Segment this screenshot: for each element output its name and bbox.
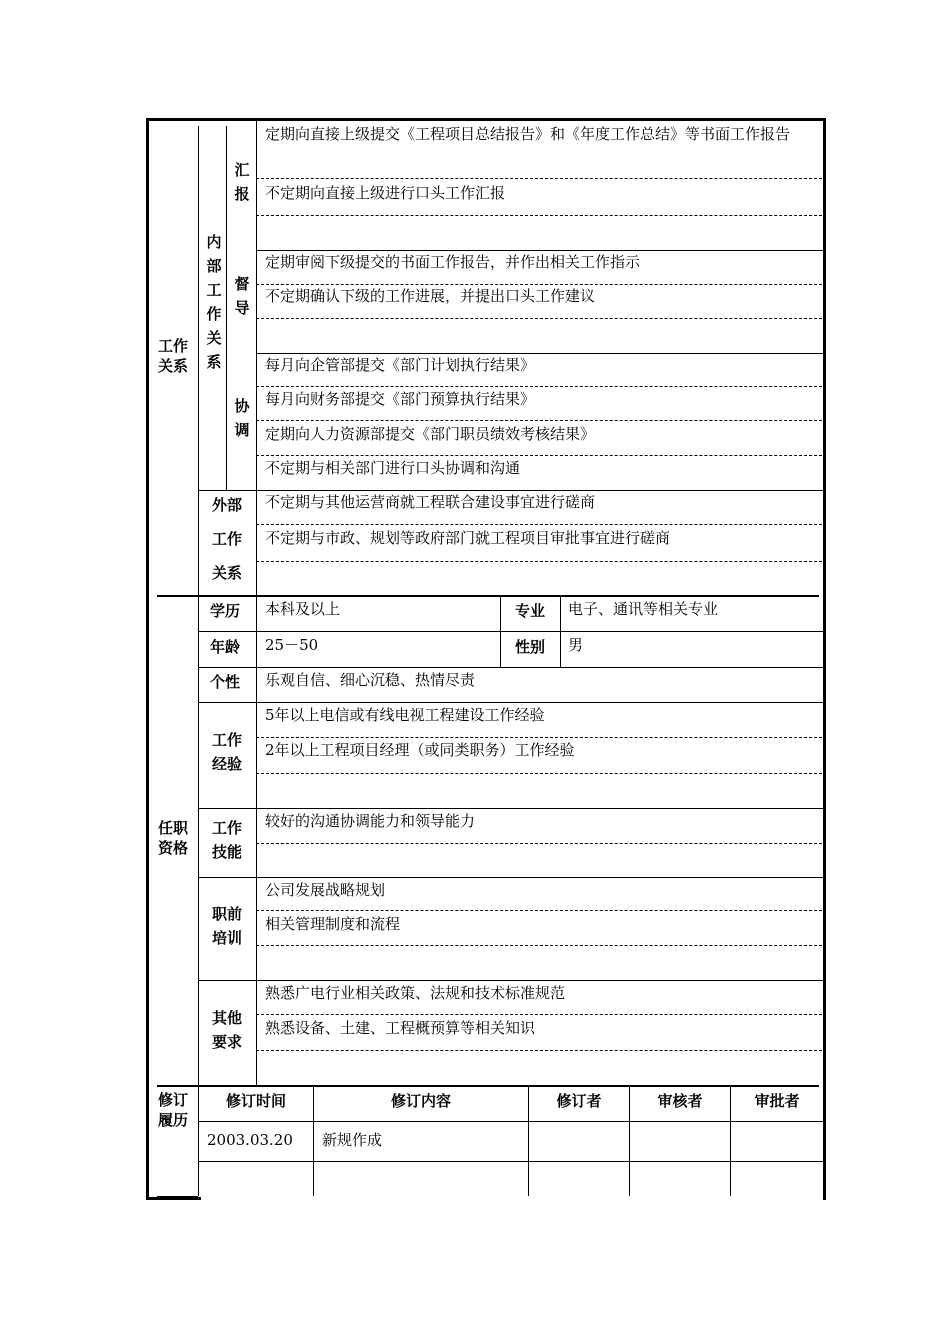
education-value: 本科及以上 (265, 600, 341, 618)
revision-header-time: 修订时间 (225, 1092, 286, 1110)
other-requirements-label: 其他 要求 (211, 1009, 242, 1051)
experience-item: 5年以上电信或有线电视工程建设工作经验 (265, 706, 545, 724)
major-value: 电子、通讯等相关专业 (568, 600, 719, 618)
revision-header-approver: 审批者 (754, 1092, 800, 1110)
age-value: 25－50 (265, 636, 319, 654)
revision-header-reviser: 修订者 (556, 1092, 602, 1110)
external-relations-label-3: 关系 (211, 564, 242, 582)
revision-cell-content: 新规作成 (322, 1131, 383, 1149)
section-label-work-relations: 工作 关系 (157, 337, 188, 375)
report-item: 不定期向直接上级进行口头工作汇报 (265, 184, 506, 202)
external-item: 不定期与其他运营商就工程联合建设事宜进行磋商 (265, 493, 596, 511)
report-label: 汇报 (234, 161, 250, 203)
coordinate-item: 每月向财务部提交《部门预算执行结果》 (265, 390, 536, 408)
external-item: 不定期与市政、规划等政府部门就工程项目审批事宜进行磋商 (265, 529, 671, 547)
experience-label: 工作 经验 (211, 731, 242, 773)
coordinate-item: 定期向人力资源部提交《部门职员绩效考核结果》 (265, 425, 596, 443)
section-label-revision-history: 修订 履历 (157, 1091, 188, 1129)
personality-label: 个性 (209, 673, 240, 691)
personality-value: 乐观自信、细心沉稳、热情尽责 (265, 671, 476, 689)
external-relations-label-2: 工作 (211, 530, 242, 548)
education-label: 学历 (209, 602, 240, 620)
training-item: 公司发展战略规划 (265, 881, 386, 899)
age-label: 年龄 (209, 638, 240, 656)
report-item: 定期向直接上级提交《工程项目总结报告》和《年度工作总结》等书面工作报告 (265, 125, 791, 143)
skills-label: 工作 技能 (211, 819, 242, 861)
other-requirements-item: 熟悉设备、土建、工程概预算等相关知识 (265, 1019, 536, 1037)
internal-relations-label: 内部工作关系 (206, 233, 222, 371)
revision-cell-time: 2003.03.20 (207, 1131, 293, 1149)
experience-item: 2年以上工程项目经理（或同类职务）工作经验 (265, 741, 575, 759)
major-label: 专业 (514, 602, 545, 620)
coordinate-item: 每月向企管部提交《部门计划执行结果》 (265, 356, 536, 374)
supervise-item: 定期审阅下级提交的书面工作报告，并作出相关工作指示 (265, 253, 641, 271)
coordinate-item: 不定期与相关部门进行口头协调和沟通 (265, 459, 521, 477)
external-relations-label-1: 外部 (211, 496, 242, 514)
other-requirements-item: 熟悉广电行业相关政策、法规和技术标准规范 (265, 984, 566, 1002)
supervise-item: 不定期确认下级的工作进展，并提出口头工作建议 (265, 287, 596, 305)
revision-header-reviewer: 审核者 (657, 1092, 703, 1110)
gender-value: 男 (568, 636, 584, 654)
training-label: 职前 培训 (211, 905, 242, 947)
supervise-label: 督导 (234, 275, 250, 317)
revision-header-content: 修订内容 (390, 1092, 451, 1110)
gender-label: 性别 (514, 638, 545, 656)
coordinate-label: 协调 (234, 397, 250, 439)
skills-item: 较好的沟通协调能力和领导能力 (265, 812, 476, 830)
training-item: 相关管理制度和流程 (265, 915, 401, 933)
section-label-qualifications: 任职 资格 (157, 819, 188, 857)
